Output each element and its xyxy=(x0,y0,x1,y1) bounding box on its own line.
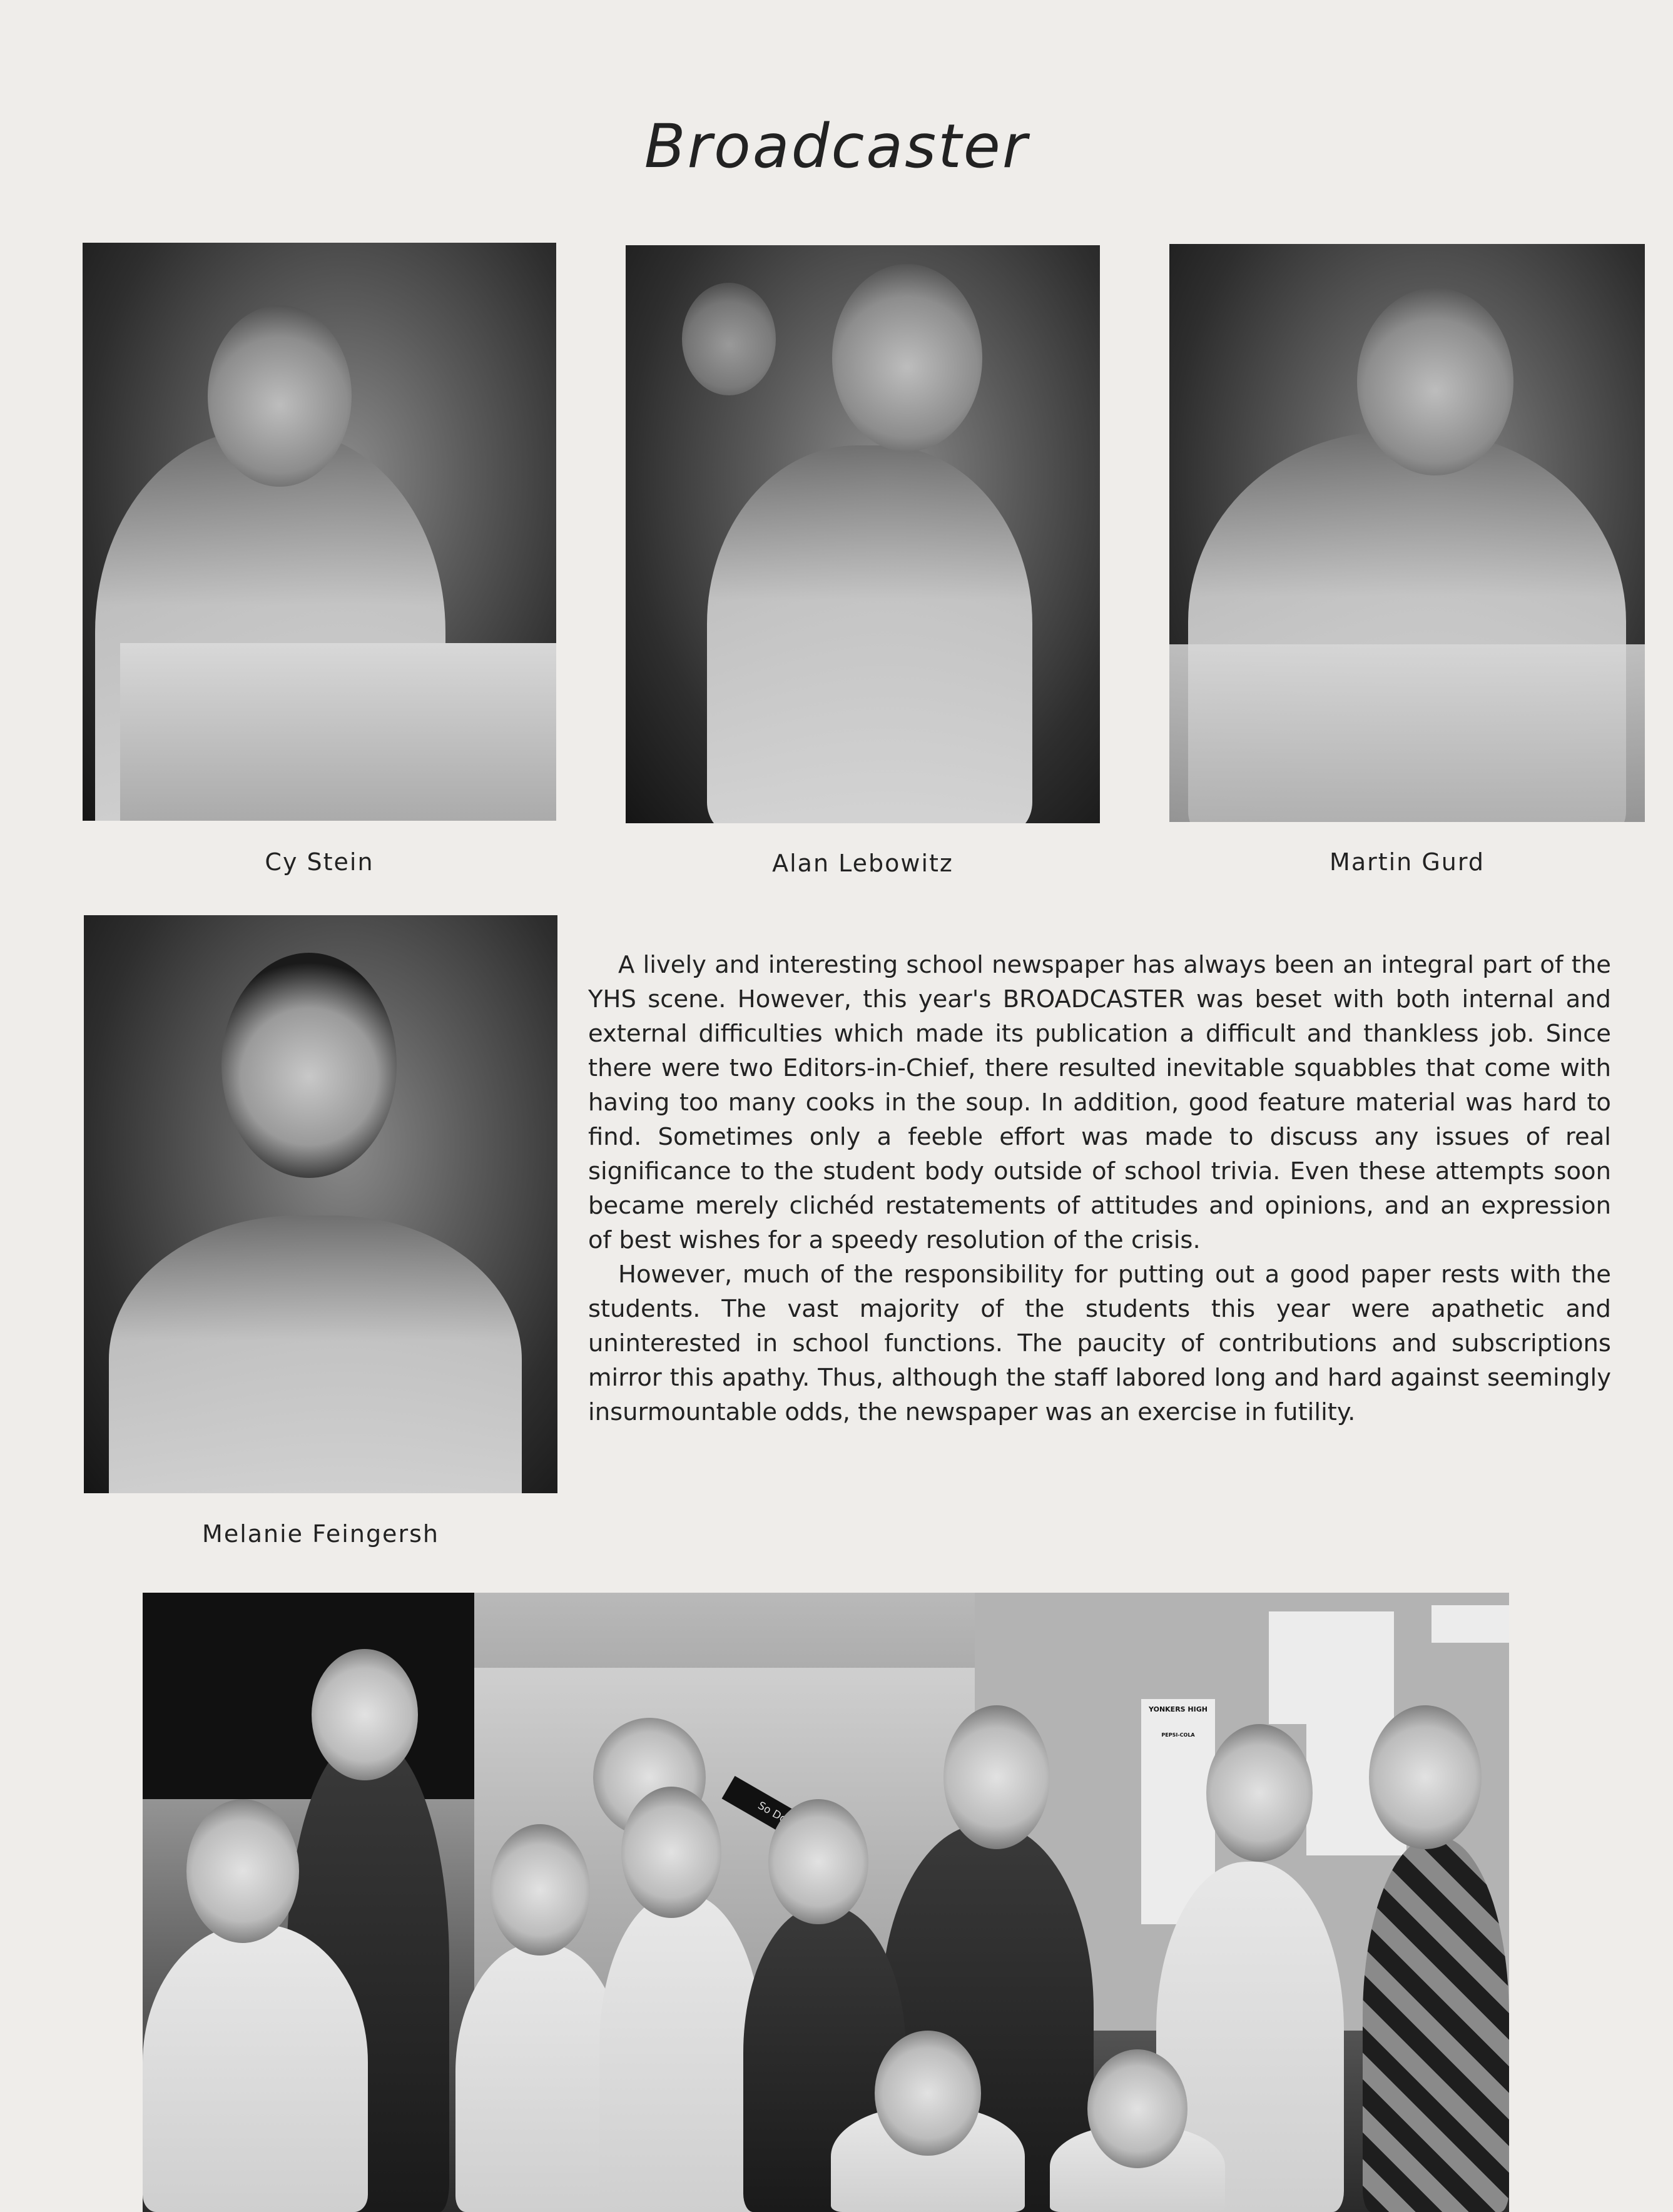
group-member-face xyxy=(1369,1705,1482,1849)
poster-brand: PEPSI-COLA xyxy=(1161,1732,1195,1738)
group-member-face xyxy=(621,1787,721,1918)
group-member-face xyxy=(943,1705,1050,1849)
portrait-photo-martin-gurd xyxy=(1169,244,1645,822)
group-member xyxy=(599,1893,762,2212)
portrait-caption: Alan Lebowitz xyxy=(772,850,953,877)
group-member-face xyxy=(312,1649,418,1780)
group-member-face xyxy=(186,1799,299,1943)
bumper-sticker-text: So Do xyxy=(755,1799,789,1826)
page-title: Broadcaster xyxy=(644,111,1029,181)
article-paragraph: However, much of the responsibility for putting out a good paper rests with the students. The vast majority of the students this year were apathetic and uninterested in school functions. The paucity of contributions and subscriptions mirror this apathy. Thus, although the staff labored long and hard against seemingly insurmountable odds, the newspaper was an exercise in futility. xyxy=(588,1261,1611,1426)
portrait-photo-melanie-feingersh xyxy=(84,915,557,1493)
group-member-face xyxy=(490,1824,590,1956)
wall-paper xyxy=(1431,1605,1509,1643)
group-member-face xyxy=(1206,1724,1313,1862)
group-member-face xyxy=(875,2031,981,2156)
group-photo xyxy=(143,1593,1509,2212)
portrait-photo-cy-stein xyxy=(83,243,556,821)
portrait-caption: Martin Gurd xyxy=(1330,848,1485,876)
article-body xyxy=(588,948,1611,1429)
wall-paper xyxy=(1269,1611,1394,1724)
portrait-caption: Melanie Feingersh xyxy=(202,1520,439,1548)
article-paragraph: A lively and interesting school newspaper has always been an integral part of the YHS scene. However, this year's BROADCASTER was beset with both internal and external difficulties which made its publication a difficult and thankless job. Since there were two Editors-in-Chief, there resulted inevitable squabbles that come with having too many cooks in the soup. In addition, good feature material was hard to find. Sometimes only a feeble effort was made to discuss any issues of real significance to the student body outside of school trivia. Even these attempts soon became merely clichéd restatements of attitudes and opinions, and an expression of best wishes for a speedy resolution of the crisis. xyxy=(588,951,1611,1254)
portrait-photo-alan-lebowitz xyxy=(626,245,1100,823)
group-member-face xyxy=(768,1799,868,1924)
portrait-caption: Cy Stein xyxy=(265,848,374,876)
chalkboard xyxy=(143,1593,474,1799)
group-member xyxy=(143,1924,368,2212)
poster-heading: YONKERS HIGH xyxy=(1149,1705,1208,1713)
group-member-face xyxy=(1087,2049,1187,2168)
group-member xyxy=(1363,1837,1509,2212)
